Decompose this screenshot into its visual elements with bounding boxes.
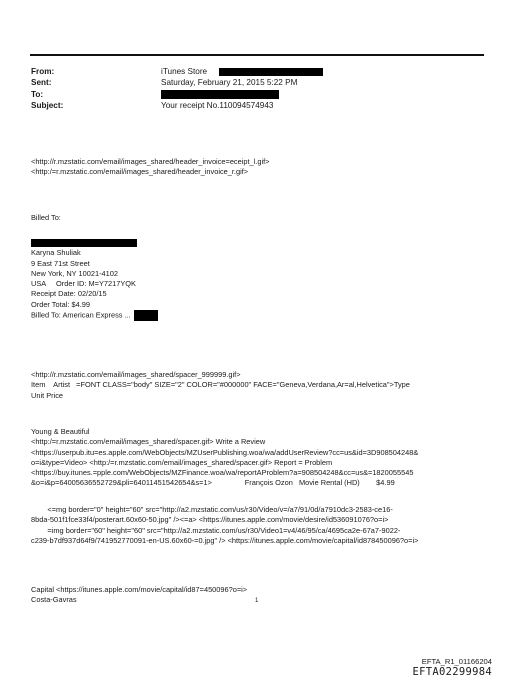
item-title: Young & Beautiful [31,427,90,436]
redaction-block [219,68,323,76]
img-block [31,505,418,546]
img-line: 8bda-501f1fce33f4/posterart.60x60-50.jpg" /><=a> <https://itunes.apple.com/movie/desire/id536091076?o=i> [31,515,389,525]
img-line: <=mg border="0" height="60" src="http://a2.mzstatic.com/us/r30/Video/v=/a7/91/0d/a7910dc3-2583-ce16- [31,505,393,514]
spacer-url: <http://r.mzstatic.com/email/images_shared/spacer_999999.gif> [31,370,241,379]
item-header-line: Item Artist =FONT CLASS="body" SIZE="2" COLOR="#000000" FACE="Geneva,Verdana,Ar=al,Helvetica">Type [31,380,410,390]
image-refs [31,157,269,178]
from-label: From: [31,67,55,76]
item-line: &o=i&p=64005636552729&pli=64011451542654&s=1> François Ozon Movie Rental (HD) $4.99 [31,478,395,488]
item-line: o=i&type=Video> <http:/=r.mzstatic.com/email/images_shared/spacer.gif> Report = Problem [31,457,333,467]
sent-label: Sent: [31,78,52,87]
billing-address [31,238,158,321]
redaction-block [161,90,279,99]
bates-stamp-large: EFTA02299984 [412,666,492,678]
order-total: Order Total: $4.99 [31,299,91,309]
img-line: =img border="60" height="60" src="http://a2.mzstatic.com/us/r30/Video1=v4/46/95/ca/4695ca2e-67a7-9022- [31,525,401,535]
subject-label: Subject: [31,101,64,110]
page-number: 1 [255,598,259,604]
capital-line: Capital <https://itunes.apple.com/movie/capital/id87=450096?o=i> [31,585,248,594]
item-line: <http:/=r.mzstatic.com/email/images_shared/spacer.gif> Write a Review [31,437,266,447]
header-rule [30,54,484,56]
billed-to-heading: Billed To: [31,213,61,222]
billing-city: New York, NY 10021-4102 [31,268,118,278]
capital-director: Costa-Gavras [31,595,77,605]
capital-block [31,585,247,606]
redaction-block [31,239,137,247]
to-label: To: [31,90,44,99]
billing-order-id: USA Order ID: M=Y7217YQK [31,279,136,289]
from-value: iTunes Store [161,67,208,76]
image-ref-line: <http://r.mzstatic.com/email/images_shared/header_invoice=eceipt_l.gif> [31,157,270,166]
subject-value: Your receipt No.110094574943 [161,101,274,110]
bates-stamp-small: EFTA_R1_01166204 [421,657,492,666]
item-block [31,427,418,489]
spacer-block [31,370,410,401]
billing-street: 9 East 71st Street [31,258,90,268]
redaction-block [134,310,158,321]
receipt-date: Receipt Date: 02/20/15 [31,289,107,299]
billed-to-card: Billed To: American Express ... [31,310,131,320]
item-line: <https://buy.itunes.=pple.com/WebObjects/MZFinance.woa/wa/reportAProblem?a=908504248&cc=us&=1820055545 [31,468,414,478]
billing-name: Karyna Shuliak [31,248,81,258]
img-line: c239-b7df937d64f9/741952770091-en-US.60x60-=0.jpg" /> <https://itunes.apple.com/movie/capital/id878450096?o=i> [31,535,419,545]
image-ref-line: <http:/=r.mzstatic.com/email/images_shared/header_invoice_r.gif> [31,167,249,177]
unit-price-label: Unit Price [31,390,64,400]
item-line: <https://userpub.itu=es.apple.com/WebObjects/MZUserPublishing.woa/wa/addUserReview?cc=us&id=3D908504248& [31,447,419,457]
sent-value: Saturday, February 21, 2015 5:22 PM [161,78,298,87]
